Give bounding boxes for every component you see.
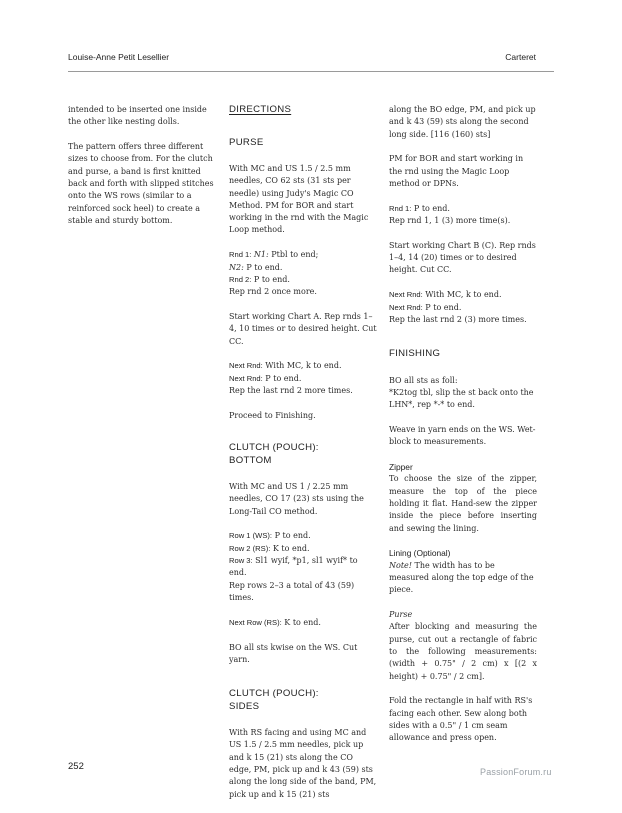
- rnd2-label: Rnd 2:: [229, 274, 252, 284]
- column-3: [389, 104, 537, 757]
- pickup-continued-text: along the BO edge, PM, and pick up and k 43 (59) sts along the second long side. [116 (160) sts]: [389, 105, 536, 139]
- n2-text: P to end.: [243, 262, 283, 272]
- next-rnd-label: Next Rnd:: [229, 373, 263, 383]
- n1-label: N1:: [253, 250, 269, 260]
- clutch-sides-pickup-text: With RS facing and using MC and US 1.5 / 2.5 mm needles, pick up and k 15 (21) sts along the CO edge, PM, pick up and k 43 (59) sts along the long side of the band, PM, pick up and k 15 (21) sts: [229, 728, 377, 799]
- weave-in-text: Weave in yarn ends on the WS. Wet-block to measurements.: [389, 425, 536, 447]
- next-rnd-label: Next Rnd:: [389, 302, 423, 312]
- pm-bor-text: PM for BOR and start working in the rnd using the Magic Loop method or DPNs.: [389, 154, 524, 188]
- purse-subheading: Purse: [389, 610, 413, 620]
- row2-text: K to end.: [270, 543, 310, 553]
- rnd1-label: Rnd 1:: [229, 250, 252, 260]
- sides-next-rounds-block: [389, 289, 537, 326]
- clutch-bottom-cast-on-text: With MC and US 1 / 2.25 mm needles, CO 17 (23) sts using the Long-Tail CO method.: [229, 482, 364, 516]
- watermark: PassionForum.ru: [480, 767, 552, 777]
- n2-label: N2:: [229, 262, 244, 272]
- next-rnd-label: Next Rnd:: [389, 290, 423, 300]
- next-rnd-text: With MC, k to end.: [422, 290, 502, 300]
- clutch-sides-heading-line-1: CLUTCH (POUCH):: [229, 688, 319, 700]
- clutch-sides-heading: [229, 688, 377, 713]
- rows-repeat-text: Rep rows 2–3 a total of 43 (59) times.: [229, 580, 355, 602]
- clutch-bottom-rows-block: [229, 530, 377, 604]
- chart-a-text: Start working Chart A. Rep rnds 1–4, 10 times or to desired height. Cut CC.: [229, 311, 377, 346]
- row3-text: Sl1 wyif, *p1, sl1 wyif* to end.: [229, 556, 358, 578]
- next-rnd-repeat-text: Rep the last rnd 2 (3) more times.: [389, 314, 527, 324]
- lining-note: [389, 560, 537, 597]
- next-row-label: Next Row (RS):: [229, 617, 282, 627]
- row1-text: P to end.: [272, 531, 311, 541]
- purse-next-rounds-block: [229, 360, 377, 397]
- clutch-bottom-heading: [229, 442, 377, 467]
- rnd-repeat-text: Rep rnd 1, 1 (3) more time(s).: [389, 216, 511, 226]
- chart-b-text: Start working Chart B (C). Rep rnds 1–4, 14 (20) times or to desired height. Cut CC.: [389, 240, 536, 275]
- row2-label: Row 2 (RS):: [229, 543, 271, 553]
- purse-cast-on-text: With MC and US 1.5 / 2.5 mm needles, CO 62 sts (31 sts per needle) using Judy's Magic CO Method. PM for BOR and start working in the rnd with the Magic Loop method.: [229, 164, 369, 235]
- rnd1-label: Rnd 1:: [389, 203, 412, 213]
- next-rnd-label: Next Rnd:: [229, 361, 263, 371]
- column-2: [229, 104, 377, 813]
- purse-rounds-block: [229, 249, 377, 298]
- note-label: Note!: [389, 560, 412, 570]
- proceed-text: Proceed to Finishing.: [229, 410, 316, 420]
- zipper-text: To choose the size of the zipper, measure the top of the piece holding it flat. Hand-sew the zipper inside the piece before inserting and sewing the lining.: [389, 474, 537, 533]
- bind-off-instruction: *K2tog tbl, slip the st back onto the LHN*, rep *-* to end.: [389, 387, 534, 410]
- next-row-block: [229, 617, 377, 629]
- clutch-bottom-heading-line-2: BOTTOM: [229, 454, 272, 466]
- intro-paragraph-1: intended to be inserted one inside the other like nesting dolls.: [68, 105, 207, 127]
- header-divider: [68, 71, 554, 72]
- directions-heading: DIRECTIONS: [229, 104, 292, 115]
- purse-lining-block: [389, 609, 537, 683]
- row1-label: Row 1 (WS):: [229, 531, 273, 541]
- bind-off-text: BO all sts kwise on the WS. Cut yarn.: [229, 642, 358, 664]
- next-row-text: K to end.: [281, 617, 321, 627]
- running-header-author: Louise-Anne Petit Lesellier: [68, 52, 170, 62]
- bind-off-intro: BO all sts as foll:: [389, 375, 458, 385]
- next-rnd-text: P to end.: [422, 302, 462, 312]
- lining-heading: Lining (Optional): [389, 548, 451, 559]
- intro-paragraph-2: The pattern offers three different sizes to choose from. For the clutch and purse, a band is first knitted back and forth with slipped stitches onto the WS rows (similar to a reinforced sock heel) to create a stable and sturdy bottom.: [68, 142, 214, 225]
- bind-off-block: [389, 375, 537, 412]
- n1-text: Ptbl to end;: [268, 250, 319, 260]
- purse-lining-text: After blocking and measuring the purse, cut out a rectangle of fabric to the following measurements: (width + 0.75" / 2 cm) x [(2 x height) + 0.75" / 2 cm].: [389, 622, 537, 681]
- note-text: The width has to be measured along the top edge of the piece.: [389, 560, 534, 595]
- fold-sew-text: Fold the rectangle in half with RS's facing each other. Sew along both sides with a 0.5" / 1 cm seam allowance and press open.: [389, 696, 533, 743]
- rnd-repeat-text: Rep rnd 2 once more.: [229, 287, 317, 297]
- next-rnd-text: With MC, k to end.: [262, 361, 342, 371]
- page-number: 252: [68, 761, 84, 772]
- running-header-title: Carteret: [505, 52, 536, 62]
- row3-label: Row 3:: [229, 556, 253, 566]
- clutch-bottom-heading-line-1: CLUTCH (POUCH):: [229, 442, 319, 454]
- clutch-sides-heading-line-2: SIDES: [229, 700, 260, 712]
- next-rnd-repeat-text: Rep the last rnd 2 more times.: [229, 385, 353, 395]
- sides-rounds-block: [389, 203, 537, 228]
- finishing-heading: FINISHING: [389, 348, 441, 360]
- purse-heading: PURSE: [229, 136, 264, 148]
- rnd2-text: P to end.: [251, 274, 290, 284]
- column-1: [68, 104, 216, 240]
- next-rnd-text: P to end.: [262, 373, 302, 383]
- zipper-heading: Zipper: [389, 462, 413, 473]
- rnd1-text: P to end.: [411, 203, 450, 213]
